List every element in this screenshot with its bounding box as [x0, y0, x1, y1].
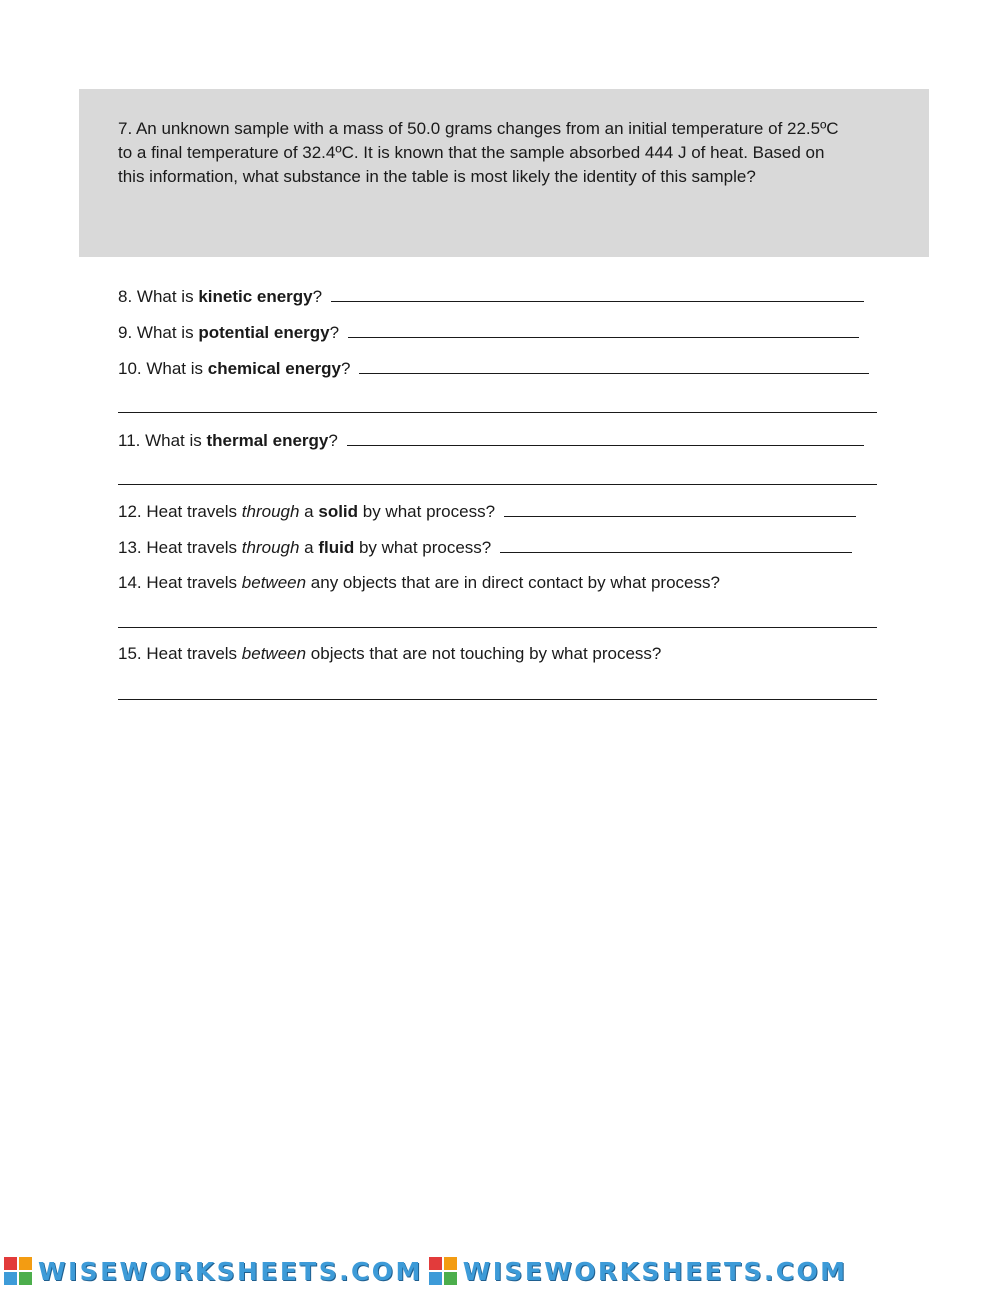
- question-8-term: kinetic energy: [198, 287, 313, 306]
- question-12-term: solid: [318, 502, 359, 521]
- question-11-suffix: ?: [328, 431, 338, 450]
- answer-line-15[interactable]: [118, 699, 877, 700]
- answer-line-12[interactable]: [504, 500, 856, 517]
- question-14-suffix: any objects that are in direct contact by what process?: [306, 573, 720, 592]
- footer-watermark: [0, 1254, 1000, 1288]
- question-9-suffix: ?: [329, 323, 340, 342]
- answer-line-14[interactable]: [118, 627, 877, 628]
- question-12-suffix: by what process?: [358, 502, 496, 521]
- question-13-mid: a: [299, 538, 319, 557]
- answer-line-13[interactable]: [500, 536, 852, 553]
- question-12-prefix: 12. Heat travels: [118, 502, 242, 521]
- question-10-prefix: 10. What is: [118, 359, 208, 378]
- question-13-suffix: by what process?: [354, 538, 492, 557]
- question-11-term: thermal energy: [206, 431, 329, 450]
- question-7-line-1: 7. An unknown sample with a mass of 50.0 grams changes from an initial temperature of 22.5ºC: [118, 119, 839, 138]
- question-15: [118, 643, 661, 665]
- question-9-prefix: 9. What is: [118, 323, 199, 342]
- question-13-emphasis: through: [241, 538, 300, 557]
- question-13-prefix: 13. Heat travels: [118, 538, 242, 557]
- question-14: [118, 572, 720, 594]
- question-11-prefix: 11. What is: [118, 431, 207, 450]
- answer-line-9[interactable]: [348, 321, 859, 338]
- question-13-term: fluid: [318, 538, 355, 557]
- question-14-emphasis: between: [241, 573, 307, 592]
- question-8: [118, 285, 864, 308]
- question-10-suffix: ?: [341, 359, 351, 378]
- question-7-line-3: this information, what substance in the table is most likely the identity of this sample?: [118, 167, 756, 186]
- question-9-term: potential energy: [198, 323, 330, 342]
- question-12: [118, 500, 856, 523]
- question-15-suffix: objects that are not touching by what process?: [306, 644, 662, 663]
- answer-line-10[interactable]: [359, 357, 869, 374]
- question-13: [118, 536, 852, 559]
- brand-logo-text-repeat: WISEWORKSHEETS.COM: [462, 1256, 848, 1286]
- question-15-emphasis: between: [241, 644, 307, 663]
- answer-line-11[interactable]: [347, 429, 864, 446]
- question-9: [118, 321, 859, 344]
- question-10-term: chemical energy: [207, 359, 342, 378]
- question-10: [118, 357, 869, 380]
- question-8-prefix: 8. What is: [118, 287, 199, 306]
- wise-logo-icon: [429, 1257, 457, 1285]
- question-12-mid: a: [299, 502, 319, 521]
- question-11: [118, 429, 864, 452]
- question-12-emphasis: through: [241, 502, 300, 521]
- question-8-suffix: ?: [312, 287, 323, 306]
- answer-line-11b[interactable]: [118, 484, 877, 485]
- answer-line-8[interactable]: [331, 285, 864, 302]
- brand-logo-text: WISEWORKSHEETS.COM: [38, 1256, 423, 1286]
- question-7-line-2: to a final temperature of 32.4ºC. It is known that the sample absorbed 444 J of heat. Based on: [118, 143, 825, 162]
- question-7-box: [79, 89, 929, 257]
- answer-line-10b[interactable]: [118, 412, 877, 413]
- wise-logo-icon: [4, 1257, 32, 1285]
- question-14-prefix: 14. Heat travels: [118, 573, 242, 592]
- question-7-text: [118, 117, 898, 189]
- question-15-prefix: 15. Heat travels: [118, 644, 242, 663]
